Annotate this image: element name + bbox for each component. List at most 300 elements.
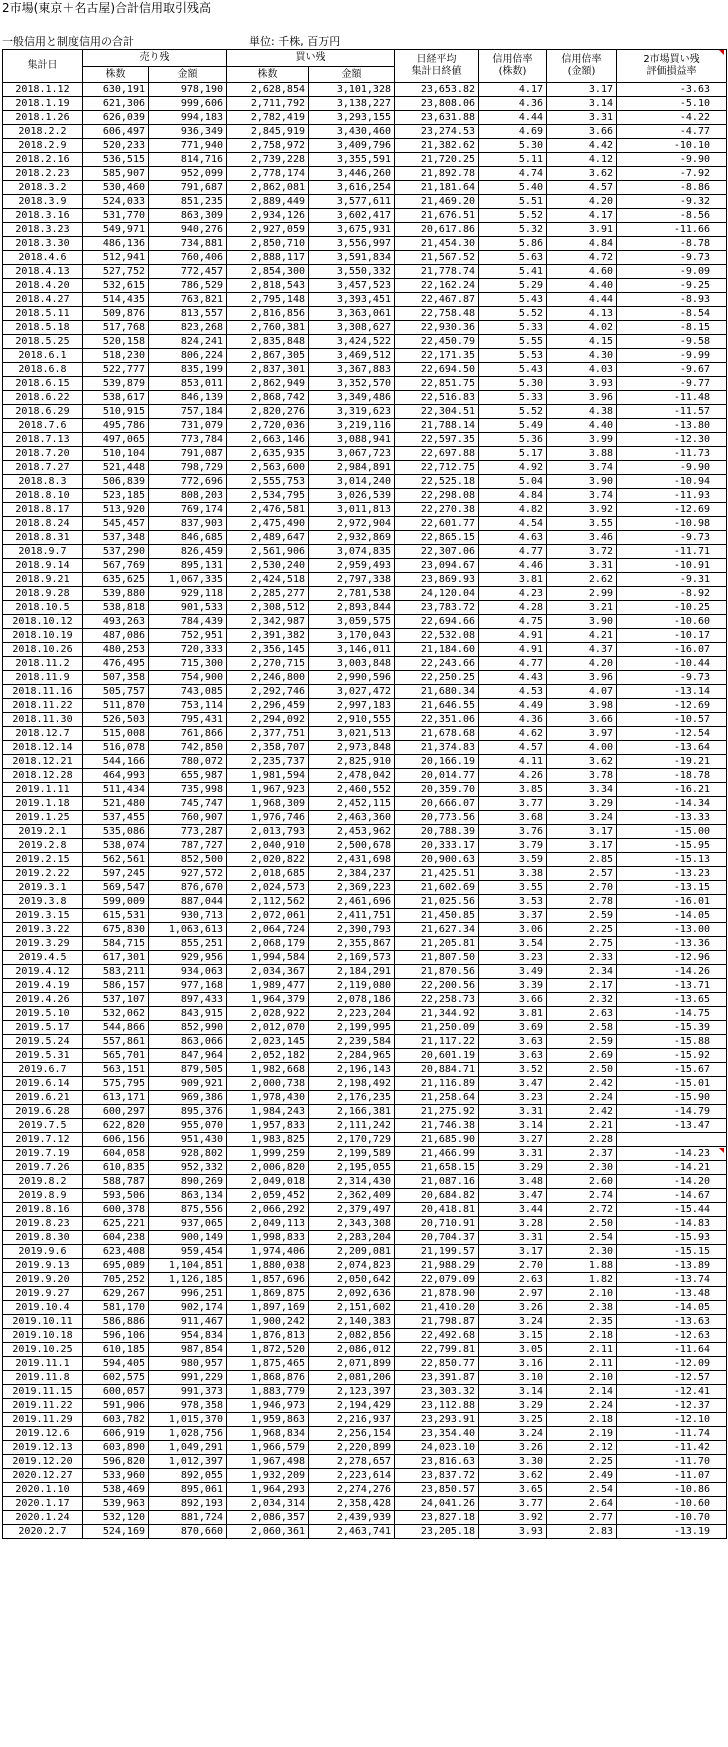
- cell-buy-shares: 2,018,685: [227, 867, 309, 881]
- cell-nikkei: 20,788.39: [395, 825, 479, 839]
- cell-pl-ratio: -13.80: [617, 419, 727, 433]
- cell-pl-ratio: -13.89: [617, 1259, 727, 1273]
- cell-ratio-amount: 4.42: [547, 139, 617, 153]
- cell-nikkei: 20,684.82: [395, 1189, 479, 1203]
- cell-buy-amount: 3,138,227: [309, 97, 395, 111]
- cell-ratio-amount: 3.99: [547, 433, 617, 447]
- cell-nikkei: 21,778.74: [395, 265, 479, 279]
- cell-nikkei: 22,865.15: [395, 531, 479, 545]
- cell-buy-shares: 2,489,647: [227, 531, 309, 545]
- cell-date: 2018.2.9: [3, 139, 83, 153]
- cell-buy-amount: 2,086,012: [309, 1343, 395, 1357]
- cell-buy-shares: 2,068,179: [227, 937, 309, 951]
- cell-buy-amount: 2,216,937: [309, 1413, 395, 1427]
- cell-date: 2018.11.9: [3, 671, 83, 685]
- cell-nikkei: 20,601.19: [395, 1049, 479, 1063]
- cell-buy-amount: 3,675,931: [309, 223, 395, 237]
- table-row: [3, 363, 727, 377]
- table-row: [3, 251, 727, 265]
- cell-sell-amount: 853,011: [149, 377, 227, 391]
- cell-pl-ratio: -15.88: [617, 1035, 727, 1049]
- table-row: [3, 1343, 727, 1357]
- cell-sell-amount: 980,957: [149, 1357, 227, 1371]
- cell-ratio-shares: 3.23: [479, 951, 547, 965]
- cell-date: 2018.12.14: [3, 741, 83, 755]
- cell-date: 2019.10.4: [3, 1301, 83, 1315]
- cell-date: 2018.2.23: [3, 167, 83, 181]
- cell-pl-ratio: -13.74: [617, 1273, 727, 1287]
- cell-sell-amount: 745,747: [149, 797, 227, 811]
- cell-date: 2018.5.18: [3, 321, 83, 335]
- cell-ratio-amount: 2.74: [547, 1189, 617, 1203]
- cell-sell-shares: 626,039: [83, 111, 149, 125]
- cell-nikkei: 23,808.06: [395, 97, 479, 111]
- cell-buy-amount: 2,169,573: [309, 951, 395, 965]
- cell-buy-shares: 2,086,357: [227, 1511, 309, 1525]
- cell-date: 2018.11.2: [3, 657, 83, 671]
- cell-sell-amount: 977,168: [149, 979, 227, 993]
- table-row: [3, 727, 727, 741]
- cell-ratio-amount: 2.30: [547, 1161, 617, 1175]
- cell-nikkei: 23,205.18: [395, 1525, 479, 1539]
- cell-buy-shares: 2,739,228: [227, 153, 309, 167]
- cell-pl-ratio: -9.25: [617, 279, 727, 293]
- cell-date: 2019.10.25: [3, 1343, 83, 1357]
- cell-pl-ratio: -11.64: [617, 1343, 727, 1357]
- cell-ratio-amount: 3.62: [547, 167, 617, 181]
- cell-sell-shares: 520,158: [83, 335, 149, 349]
- cell-pl-ratio: -8.92: [617, 587, 727, 601]
- cell-nikkei: 23,293.91: [395, 1413, 479, 1427]
- cell-ratio-shares: 2.70: [479, 1259, 547, 1273]
- cell-ratio-amount: 2.14: [547, 1385, 617, 1399]
- cell-ratio-shares: 5.41: [479, 265, 547, 279]
- cell-sell-amount: 895,131: [149, 559, 227, 573]
- cell-buy-amount: 3,026,539: [309, 489, 395, 503]
- cell-sell-shares: 610,185: [83, 1343, 149, 1357]
- cell-sell-shares: 524,169: [83, 1525, 149, 1539]
- cell-date: 2019.5.31: [3, 1049, 83, 1063]
- cell-nikkei: 21,798.87: [395, 1315, 479, 1329]
- cell-ratio-shares: 5.52: [479, 405, 547, 419]
- cell-pl-ratio: -12.69: [617, 503, 727, 517]
- cell-buy-amount: 2,078,186: [309, 993, 395, 1007]
- cell-ratio-shares: 4.63: [479, 531, 547, 545]
- cell-sell-shares: 606,497: [83, 125, 149, 139]
- cell-pl-ratio: -11.48: [617, 391, 727, 405]
- cell-pl-ratio: -15.01: [617, 1077, 727, 1091]
- cell-nikkei: 22,850.77: [395, 1357, 479, 1371]
- cell-buy-amount: 3,367,883: [309, 363, 395, 377]
- cell-ratio-amount: 2.50: [547, 1063, 617, 1077]
- cell-ratio-amount: 2.60: [547, 1175, 617, 1189]
- cell-ratio-amount: 4.84: [547, 237, 617, 251]
- cell-date: 2019.4.12: [3, 965, 83, 979]
- cell-date: 2019.12.13: [3, 1441, 83, 1455]
- cell-sell-amount: 720,333: [149, 643, 227, 657]
- cell-sell-shares: 518,230: [83, 349, 149, 363]
- cell-buy-amount: 3,446,260: [309, 167, 395, 181]
- cell-ratio-shares: 4.82: [479, 503, 547, 517]
- cell-sell-shares: 527,752: [83, 265, 149, 279]
- cell-buy-shares: 1,994,584: [227, 951, 309, 965]
- table-row: [3, 279, 727, 293]
- cell-sell-amount: 780,072: [149, 755, 227, 769]
- cell-buy-shares: 2,296,459: [227, 699, 309, 713]
- cell-buy-shares: 2,475,490: [227, 517, 309, 531]
- cell-pl-ratio: -13.47: [617, 1119, 727, 1133]
- cell-ratio-shares: 4.92: [479, 461, 547, 475]
- cell-sell-shares: 535,086: [83, 825, 149, 839]
- cell-nikkei: 23,354.40: [395, 1427, 479, 1441]
- cell-nikkei: 23,816.63: [395, 1455, 479, 1469]
- cell-buy-amount: 2,151,602: [309, 1301, 395, 1315]
- cell-buy-amount: 3,059,575: [309, 615, 395, 629]
- cell-sell-shares: 617,301: [83, 951, 149, 965]
- cell-buy-shares: 2,049,113: [227, 1217, 309, 1231]
- cell-sell-shares: 538,074: [83, 839, 149, 853]
- cell-sell-amount: 863,309: [149, 209, 227, 223]
- cell-ratio-amount: 2.12: [547, 1441, 617, 1455]
- cell-nikkei: 22,532.08: [395, 629, 479, 643]
- cell-buy-amount: 2,390,793: [309, 923, 395, 937]
- cell-buy-shares: 2,060,361: [227, 1525, 309, 1539]
- cell-date: 2019.11.1: [3, 1357, 83, 1371]
- cell-nikkei: 22,525.18: [395, 475, 479, 489]
- cell-date: 2018.8.3: [3, 475, 83, 489]
- cell-date: 2018.4.27: [3, 293, 83, 307]
- cell-sell-shares: 603,782: [83, 1413, 149, 1427]
- cell-pl-ratio: -9.67: [617, 363, 727, 377]
- cell-ratio-amount: 4.72: [547, 251, 617, 265]
- cell-pl-ratio: -14.83: [617, 1217, 727, 1231]
- cell-sell-amount: 786,529: [149, 279, 227, 293]
- cell-ratio-amount: 3.29: [547, 797, 617, 811]
- cell-sell-shares: 523,185: [83, 489, 149, 503]
- cell-pl-ratio: -14.67: [617, 1189, 727, 1203]
- cell-pl-ratio: -10.91: [617, 559, 727, 573]
- table-row: [3, 853, 727, 867]
- cell-date: 2018.10.26: [3, 643, 83, 657]
- cell-sell-amount: 954,834: [149, 1329, 227, 1343]
- cell-buy-amount: 2,081,206: [309, 1371, 395, 1385]
- cell-nikkei: 21,878.90: [395, 1287, 479, 1301]
- cell-ratio-amount: 3.88: [547, 447, 617, 461]
- cell-sell-amount: 787,727: [149, 839, 227, 853]
- cell-buy-amount: 3,457,523: [309, 279, 395, 293]
- cell-buy-shares: 2,072,061: [227, 909, 309, 923]
- cell-sell-shares: 583,211: [83, 965, 149, 979]
- cell-nikkei: 20,884.71: [395, 1063, 479, 1077]
- cell-nikkei: 21,567.52: [395, 251, 479, 265]
- cell-date: 2018.9.14: [3, 559, 83, 573]
- cell-nikkei: 22,799.81: [395, 1343, 479, 1357]
- cell-date: 2018.3.16: [3, 209, 83, 223]
- cell-buy-shares: 1,982,668: [227, 1063, 309, 1077]
- cell-sell-amount: 855,251: [149, 937, 227, 951]
- cell-sell-shares: 533,960: [83, 1469, 149, 1483]
- unit-label: 単位: 千株, 百万円: [249, 35, 341, 48]
- table-row: [3, 1091, 727, 1105]
- cell-buy-shares: 2,563,600: [227, 461, 309, 475]
- cell-pl-ratio: -15.13: [617, 853, 727, 867]
- cell-buy-amount: 2,209,081: [309, 1245, 395, 1259]
- cell-ratio-amount: 3.96: [547, 671, 617, 685]
- cell-ratio-amount: 4.20: [547, 195, 617, 209]
- cell-sell-amount: 784,439: [149, 615, 227, 629]
- cell-sell-shares: 480,253: [83, 643, 149, 657]
- cell-pl-ratio: -14.21: [617, 1161, 727, 1175]
- header-sell-shares: 株数: [83, 67, 149, 83]
- cell-ratio-shares: 3.59: [479, 853, 547, 867]
- cell-buy-shares: 1,966,579: [227, 1441, 309, 1455]
- cell-ratio-amount: 2.54: [547, 1231, 617, 1245]
- cell-sell-amount: 769,174: [149, 503, 227, 517]
- cell-buy-shares: 1,964,379: [227, 993, 309, 1007]
- cell-nikkei: 23,869.93: [395, 573, 479, 587]
- cell-nikkei: 21,025.56: [395, 895, 479, 909]
- cell-ratio-amount: 3.90: [547, 615, 617, 629]
- cell-pl-ratio: -10.86: [617, 1483, 727, 1497]
- cell-ratio-shares: 3.55: [479, 881, 547, 895]
- cell-nikkei: 21,658.15: [395, 1161, 479, 1175]
- cell-date: 2018.1.26: [3, 111, 83, 125]
- cell-ratio-amount: 2.64: [547, 1497, 617, 1511]
- cell-buy-amount: 2,196,143: [309, 1063, 395, 1077]
- cell-sell-amount: 852,990: [149, 1021, 227, 1035]
- cell-buy-amount: 3,170,043: [309, 629, 395, 643]
- cell-pl-ratio: -10.10: [617, 139, 727, 153]
- cell-sell-amount: 753,114: [149, 699, 227, 713]
- cell-sell-amount: 808,203: [149, 489, 227, 503]
- cell-date: 2019.3.15: [3, 909, 83, 923]
- cell-buy-shares: 1,932,209: [227, 1469, 309, 1483]
- cell-sell-amount: 1,012,397: [149, 1455, 227, 1469]
- table-row: [3, 1371, 727, 1385]
- cell-sell-shares: 575,795: [83, 1077, 149, 1091]
- cell-ratio-amount: 3.78: [547, 769, 617, 783]
- cell-ratio-shares: 2.63: [479, 1273, 547, 1287]
- cell-buy-amount: 2,274,276: [309, 1483, 395, 1497]
- table-row: [3, 517, 727, 531]
- table-row: [3, 741, 727, 755]
- table-row: [3, 1287, 727, 1301]
- cell-ratio-amount: 3.92: [547, 503, 617, 517]
- cell-buy-shares: 2,270,715: [227, 657, 309, 671]
- table-row: [3, 1021, 727, 1035]
- cell-ratio-shares: 5.17: [479, 447, 547, 461]
- cell-ratio-amount: 3.93: [547, 377, 617, 391]
- cell-nikkei: 23,391.87: [395, 1371, 479, 1385]
- cell-sell-shares: 530,460: [83, 181, 149, 195]
- cell-date: 2018.6.22: [3, 391, 83, 405]
- cell-pl-ratio: -13.14: [617, 685, 727, 699]
- cell-ratio-shares: 3.63: [479, 1049, 547, 1063]
- cell-buy-shares: 2,818,543: [227, 279, 309, 293]
- cell-date: 2018.7.6: [3, 419, 83, 433]
- cell-date: 2019.12.6: [3, 1427, 83, 1441]
- cell-ratio-amount: 2.10: [547, 1287, 617, 1301]
- cell-ratio-shares: 3.31: [479, 1105, 547, 1119]
- cell-buy-shares: 2,720,036: [227, 419, 309, 433]
- cell-ratio-amount: 2.25: [547, 1455, 617, 1469]
- cell-ratio-amount: 3.21: [547, 601, 617, 615]
- cell-date: 2019.2.8: [3, 839, 83, 853]
- cell-date: 2019.8.23: [3, 1217, 83, 1231]
- cell-buy-shares: 1,978,430: [227, 1091, 309, 1105]
- cell-date: 2018.7.13: [3, 433, 83, 447]
- cell-sell-shares: 495,786: [83, 419, 149, 433]
- cell-nikkei: 24,041.26: [395, 1497, 479, 1511]
- cell-sell-shares: 705,252: [83, 1273, 149, 1287]
- cell-sell-amount: 773,784: [149, 433, 227, 447]
- cell-ratio-shares: 3.28: [479, 1217, 547, 1231]
- cell-pl-ratio: -10.57: [617, 713, 727, 727]
- cell-buy-shares: 2,628,854: [227, 83, 309, 97]
- cell-sell-amount: 892,193: [149, 1497, 227, 1511]
- cell-buy-shares: 2,635,935: [227, 447, 309, 461]
- cell-sell-amount: 863,066: [149, 1035, 227, 1049]
- cell-date: 2019.11.8: [3, 1371, 83, 1385]
- cell-ratio-shares: 3.05: [479, 1343, 547, 1357]
- cell-sell-shares: 563,151: [83, 1063, 149, 1077]
- cell-buy-shares: 2,530,240: [227, 559, 309, 573]
- table-row: [3, 1077, 727, 1091]
- cell-buy-amount: 2,369,223: [309, 881, 395, 895]
- cell-ratio-amount: 4.38: [547, 405, 617, 419]
- cell-nikkei: 21,870.56: [395, 965, 479, 979]
- cell-buy-shares: 2,561,906: [227, 545, 309, 559]
- cell-nikkei: 21,788.14: [395, 419, 479, 433]
- cell-buy-shares: 2,285,277: [227, 587, 309, 601]
- cell-ratio-shares: 4.17: [479, 83, 547, 97]
- cell-buy-amount: 2,461,696: [309, 895, 395, 909]
- table-row: [3, 1399, 727, 1413]
- table-row: [3, 1511, 727, 1525]
- cell-ratio-amount: 2.24: [547, 1399, 617, 1413]
- cell-ratio-amount: 4.02: [547, 321, 617, 335]
- cell-ratio-shares: 4.28: [479, 601, 547, 615]
- cell-nikkei: 21,374.83: [395, 741, 479, 755]
- cell-nikkei: 22,467.87: [395, 293, 479, 307]
- cell-buy-shares: 2,555,753: [227, 475, 309, 489]
- cell-buy-amount: 2,284,965: [309, 1049, 395, 1063]
- cell-ratio-shares: 5.11: [479, 153, 547, 167]
- table-row: [3, 629, 727, 643]
- table-row: [3, 881, 727, 895]
- cell-buy-shares: 1,957,833: [227, 1119, 309, 1133]
- cell-date: 2018.1.12: [3, 83, 83, 97]
- cell-ratio-shares: 3.26: [479, 1301, 547, 1315]
- cell-pl-ratio: -12.54: [617, 727, 727, 741]
- table-row: [3, 125, 727, 139]
- cell-ratio-shares: 3.31: [479, 1147, 547, 1161]
- cell-sell-shares: 487,086: [83, 629, 149, 643]
- cell-ratio-amount: 3.66: [547, 125, 617, 139]
- cell-sell-amount: 902,174: [149, 1301, 227, 1315]
- cell-ratio-amount: 2.62: [547, 573, 617, 587]
- cell-ratio-shares: 3.79: [479, 839, 547, 853]
- cell-nikkei: 21,602.69: [395, 881, 479, 895]
- cell-date: 2020.2.7: [3, 1525, 83, 1539]
- cell-buy-amount: 2,781,538: [309, 587, 395, 601]
- cell-pl-ratio: -12.30: [617, 433, 727, 447]
- cell-ratio-amount: 3.34: [547, 783, 617, 797]
- cell-sell-shares: 594,405: [83, 1357, 149, 1371]
- cell-buy-amount: 3,424,522: [309, 335, 395, 349]
- cell-ratio-shares: 4.69: [479, 125, 547, 139]
- cell-date: 2018.11.30: [3, 713, 83, 727]
- cell-buy-amount: 2,500,678: [309, 839, 395, 853]
- cell-buy-amount: 2,972,904: [309, 517, 395, 531]
- cell-ratio-amount: 4.17: [547, 209, 617, 223]
- cell-sell-shares: 516,078: [83, 741, 149, 755]
- cell-buy-shares: 1,964,293: [227, 1483, 309, 1497]
- cell-sell-shares: 581,170: [83, 1301, 149, 1315]
- cell-ratio-shares: 5.33: [479, 321, 547, 335]
- cell-ratio-amount: 3.14: [547, 97, 617, 111]
- cell-pl-ratio: [617, 1133, 727, 1147]
- cell-buy-shares: 2,034,367: [227, 965, 309, 979]
- table-row: [3, 349, 727, 363]
- cell-ratio-shares: 4.62: [479, 727, 547, 741]
- cell-buy-amount: 3,319,623: [309, 405, 395, 419]
- table-row: [3, 223, 727, 237]
- cell-buy-amount: 3,011,813: [309, 503, 395, 517]
- cell-ratio-amount: 3.62: [547, 755, 617, 769]
- cell-date: 2018.6.29: [3, 405, 83, 419]
- cell-sell-shares: 613,171: [83, 1091, 149, 1105]
- cell-ratio-shares: 4.84: [479, 489, 547, 503]
- cell-ratio-shares: 2.97: [479, 1287, 547, 1301]
- cell-date: 2018.10.19: [3, 629, 83, 643]
- cell-buy-amount: 3,616,254: [309, 181, 395, 195]
- cell-sell-amount: 934,063: [149, 965, 227, 979]
- table-row: [3, 699, 727, 713]
- table-row: [3, 1007, 727, 1021]
- cell-date: 2019.3.22: [3, 923, 83, 937]
- cell-nikkei: 21,425.51: [395, 867, 479, 881]
- cell-nikkei: 22,171.35: [395, 349, 479, 363]
- cell-date: 2019.1.11: [3, 783, 83, 797]
- cell-sell-shares: 510,104: [83, 447, 149, 461]
- cell-pl-ratio: -15.92: [617, 1049, 727, 1063]
- cell-nikkei: 21,344.92: [395, 1007, 479, 1021]
- table-row: [3, 545, 727, 559]
- cell-sell-shares: 510,915: [83, 405, 149, 419]
- table-row: [3, 965, 727, 979]
- cell-nikkei: 20,704.37: [395, 1231, 479, 1245]
- cell-pl-ratio: -9.73: [617, 251, 727, 265]
- cell-sell-amount: 757,184: [149, 405, 227, 419]
- cell-buy-shares: 2,778,174: [227, 167, 309, 181]
- cell-buy-amount: 2,358,428: [309, 1497, 395, 1511]
- cell-nikkei: 21,892.78: [395, 167, 479, 181]
- cell-date: 2018.12.7: [3, 727, 83, 741]
- cell-pl-ratio: -3.63: [617, 83, 727, 97]
- cell-buy-shares: 2,020,822: [227, 853, 309, 867]
- cell-buy-shares: 2,006,820: [227, 1161, 309, 1175]
- cell-nikkei: 22,516.83: [395, 391, 479, 405]
- cell-buy-shares: 2,391,382: [227, 629, 309, 643]
- cell-sell-shares: 591,906: [83, 1399, 149, 1413]
- cell-sell-amount: 901,533: [149, 601, 227, 615]
- cell-pl-ratio: -9.73: [617, 531, 727, 545]
- cell-sell-amount: 863,134: [149, 1189, 227, 1203]
- cell-buy-amount: 3,550,332: [309, 265, 395, 279]
- cell-date: 2019.2.15: [3, 853, 83, 867]
- cell-buy-amount: 2,278,657: [309, 1455, 395, 1469]
